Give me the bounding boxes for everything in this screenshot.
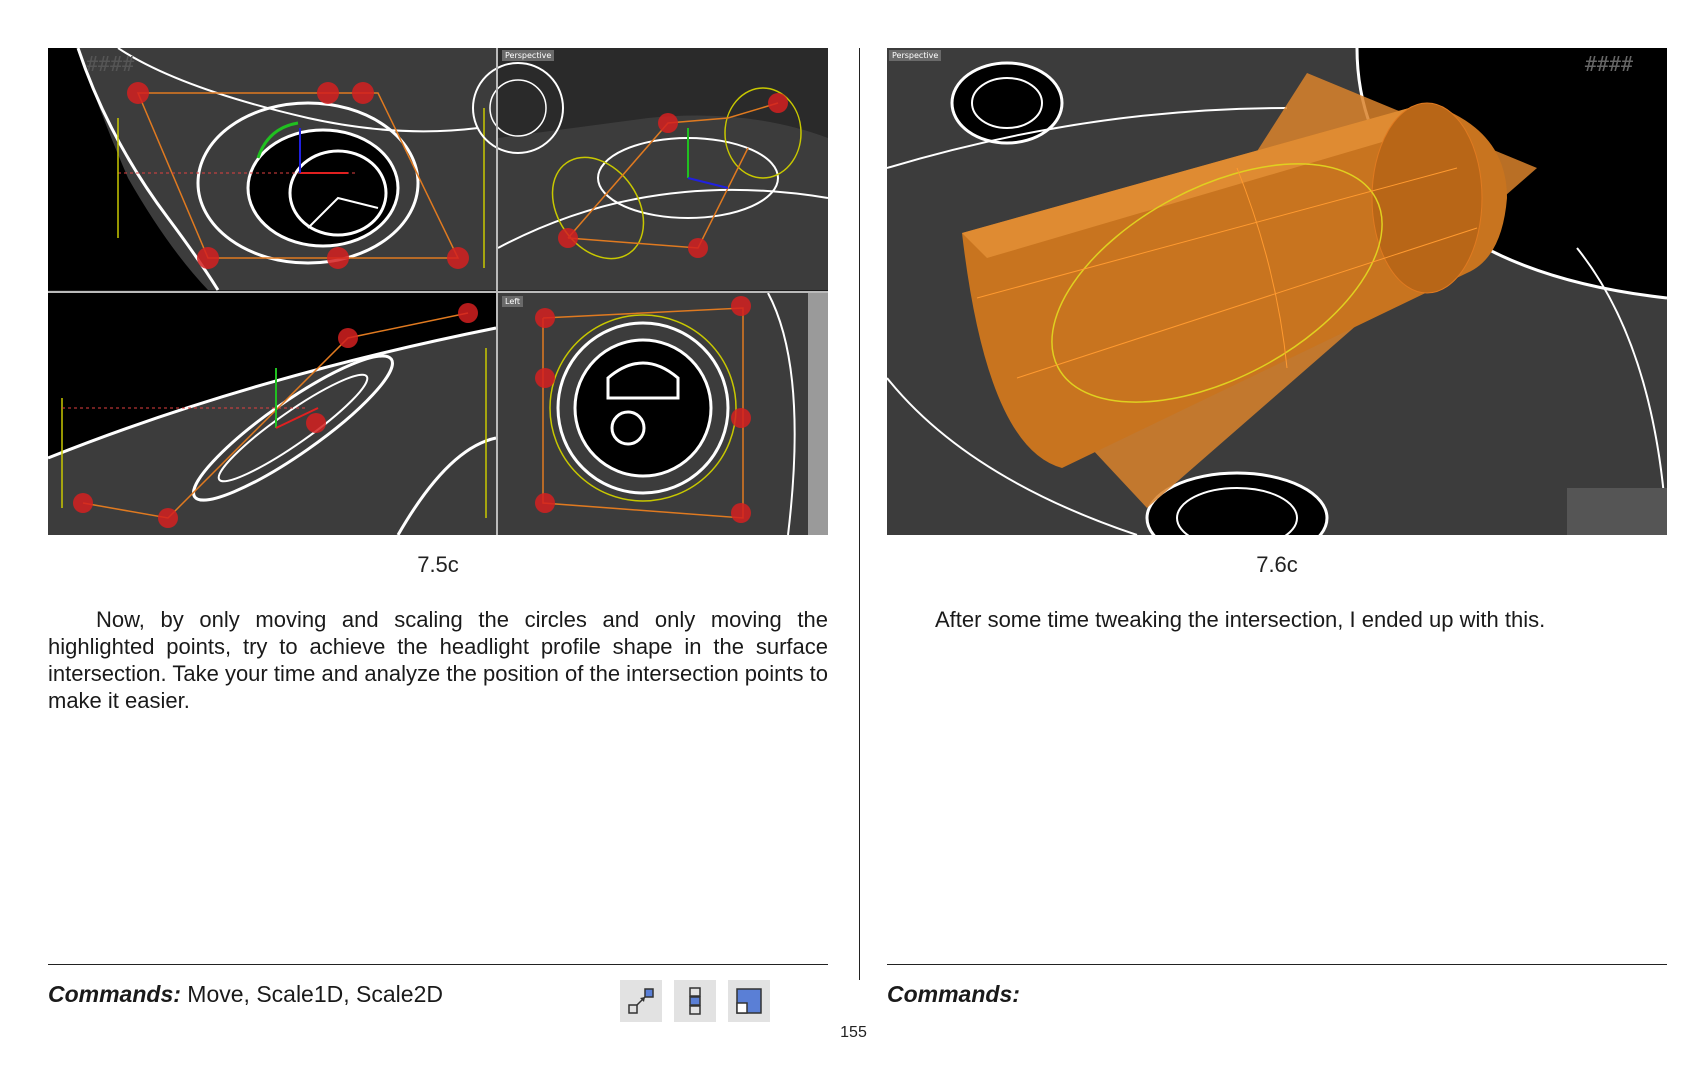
figure-caption: 7.6c bbox=[1256, 552, 1298, 577]
commands-line bbox=[48, 981, 443, 1008]
body-paragraph: After some time tweaking the intersection, I ended up with this. bbox=[935, 607, 1546, 632]
watermark: #### bbox=[1584, 52, 1633, 76]
watermark: #### bbox=[86, 52, 135, 76]
figure-7-5c bbox=[48, 48, 828, 535]
viewport-perspective[interactable] bbox=[473, 48, 828, 290]
viewport-label-left[interactable]: Left bbox=[502, 296, 523, 307]
commands-value: Move, Scale1D, Scale2D bbox=[180, 981, 443, 1007]
figure-7-6c bbox=[887, 48, 1667, 535]
viewport-label-perspective[interactable]: Perspective bbox=[889, 50, 941, 61]
viewport-grid bbox=[48, 48, 828, 535]
right-page bbox=[887, 0, 1667, 1067]
figure-caption: 7.5c bbox=[417, 552, 459, 577]
viewport-top[interactable] bbox=[48, 48, 496, 290]
center-divider bbox=[859, 48, 860, 980]
page-number: 155 bbox=[840, 1024, 867, 1041]
viewport-left[interactable] bbox=[498, 293, 828, 535]
perspective-render[interactable] bbox=[887, 48, 1667, 535]
footer-divider bbox=[887, 964, 1667, 965]
scale1d-icon[interactable] bbox=[674, 980, 716, 1022]
commands-label: Commands: bbox=[887, 981, 1020, 1007]
viewport-front[interactable] bbox=[48, 293, 496, 535]
commands-line bbox=[887, 981, 1020, 1008]
viewport-label-perspective[interactable]: Perspective bbox=[502, 50, 554, 61]
command-icons bbox=[620, 980, 770, 1022]
left-page bbox=[48, 0, 828, 1067]
footer-divider bbox=[48, 964, 828, 965]
scale2d-icon[interactable] bbox=[728, 980, 770, 1022]
move-icon[interactable] bbox=[620, 980, 662, 1022]
commands-label: Commands: bbox=[48, 981, 181, 1007]
body-paragraph: Now, by only moving and scaling the circles and only moving the highlighted points, try to achieve the headlight profile shape in the surface intersection. Take your time and analyze the position of the intersection points to make it easier. bbox=[48, 607, 828, 713]
